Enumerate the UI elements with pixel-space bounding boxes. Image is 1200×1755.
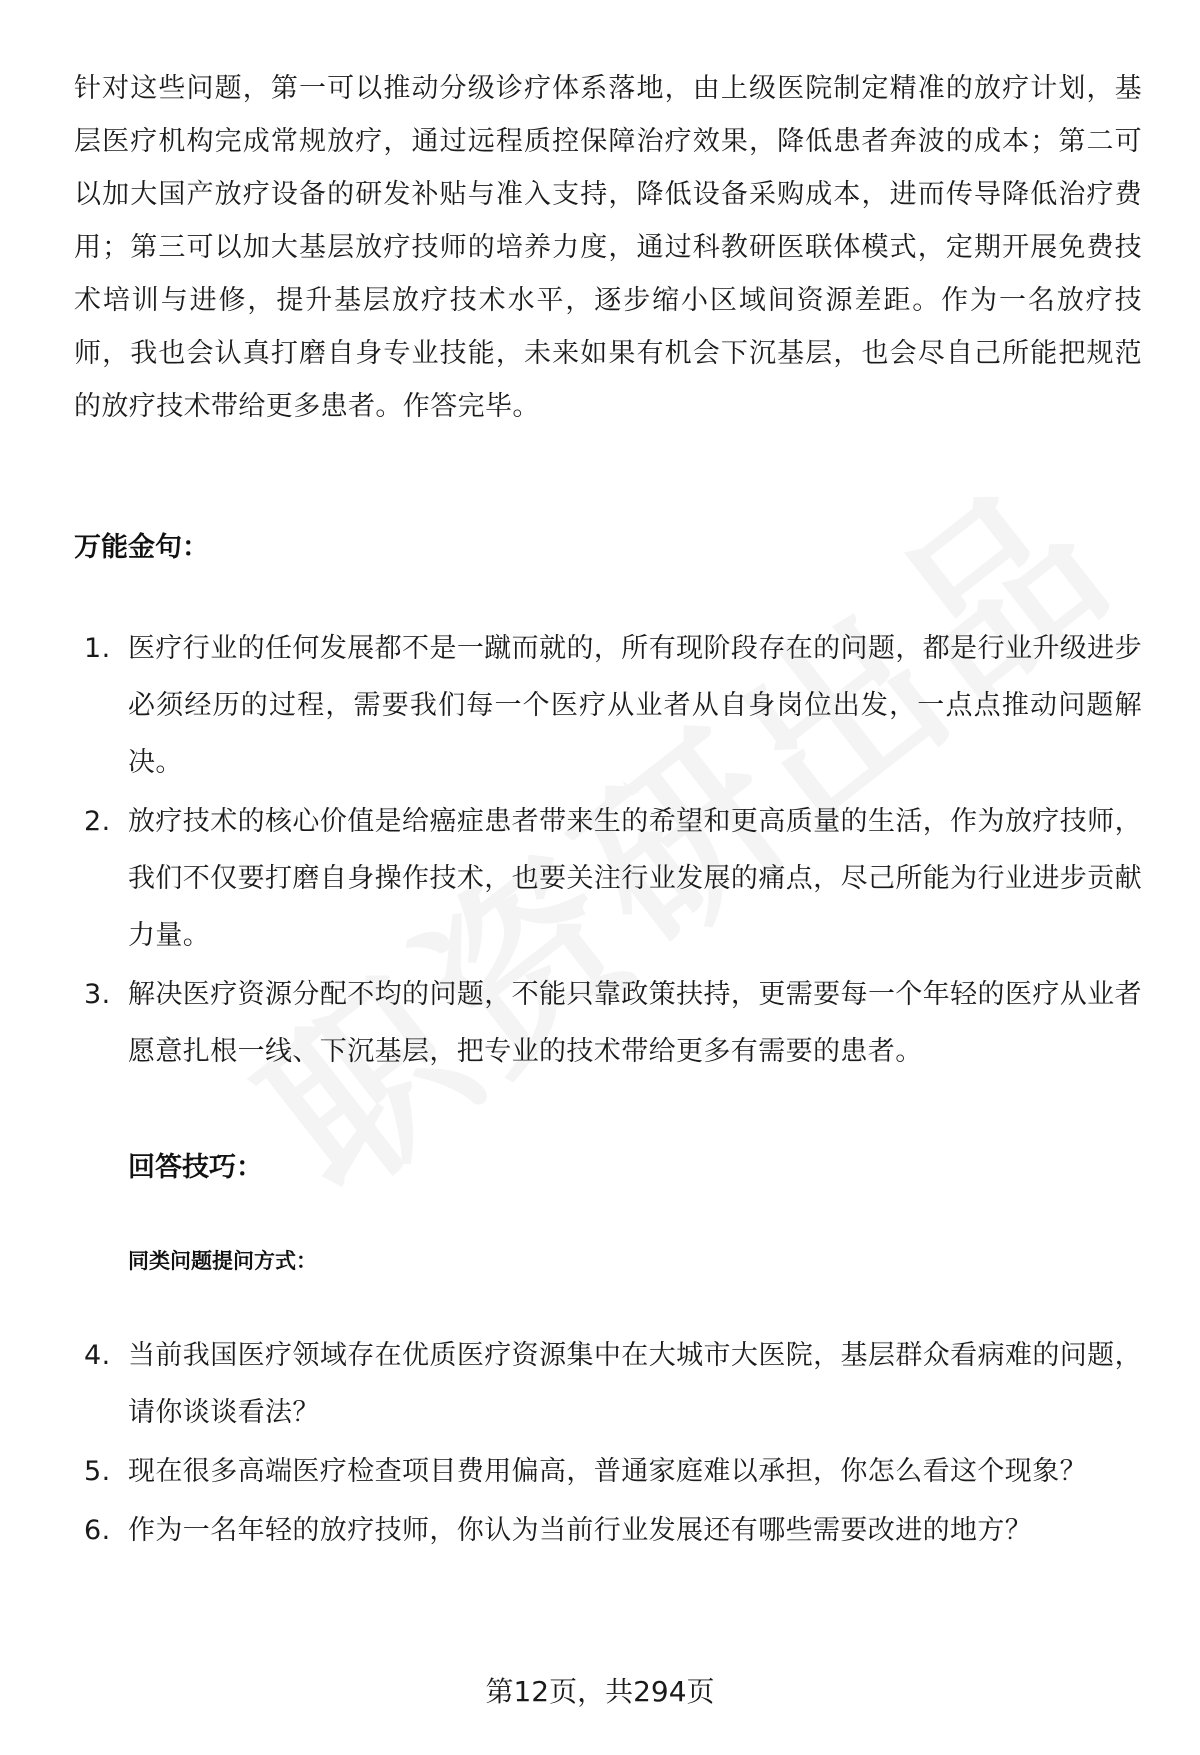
list-item-text: 当前我国医疗领域存在优质医疗资源集中在大城市大医院，基层群众看病难的问题，请你谈谈看法？ — [128, 1340, 1142, 1428]
list-item-text: 放疗技术的核心价值是给癌症患者带来生的希望和更高质量的生活，作为放疗技师，我们不仅要打磨自身操作技术，也要关注行业发展的痛点，尽己所能为行业进步贡献力量。 — [128, 806, 1142, 951]
list-item — [0, 1502, 1200, 1559]
list-item-number: 4. — [84, 1340, 111, 1371]
golden-sentences-heading: 万能金句： — [74, 532, 209, 563]
golden-sentences-list — [0, 620, 1200, 1082]
list-item-number: 6. — [84, 1515, 111, 1546]
page-number-footer: 第12页，共294页 — [485, 1675, 715, 1708]
list-item-text: 医疗行业的任何发展都不是一蹴而就的，所有现阶段存在的问题，都是行业升级进步必须经历的过程，需要我们每一个医疗从业者从自身岗位出发，一点点推动问题解决。 — [128, 633, 1142, 778]
list-item-number: 2. — [84, 806, 111, 837]
list-item — [0, 1327, 1200, 1441]
list-item-text: 作为一名年轻的放疗技师，你认为当前行业发展还有哪些需要改进的地方？ — [128, 1515, 1033, 1546]
list-item — [0, 793, 1200, 964]
list-item — [0, 620, 1200, 791]
answer-tips-heading: 回答技巧： — [128, 1152, 263, 1183]
list-item-number: 5. — [84, 1456, 111, 1487]
list-item-text: 现在很多高端医疗检查项目费用偏高，普通家庭难以承担，你怎么看这个现象？ — [128, 1456, 1087, 1487]
list-item-number: 3. — [84, 979, 111, 1010]
similar-questions-list — [0, 1327, 1200, 1561]
list-item-number: 1. — [84, 633, 111, 664]
body-paragraph: 针对这些问题，第一可以推动分级诊疗体系落地，由上级医院制定精准的放疗计划，基层医疗机构完成常规放疗，通过远程质控保障治疗效果，降低患者奔波的成本；第二可以加大国产放疗设备的研发补贴与准入支持，降低设备采购成本，进而传导降低治疗费用；第三可以加大基层放疗技师的培养力度，通过科教研医联体模式，定期开展免费技术培训与进修，提升基层放疗技术水平，逐步缩小区域间资源差距。作为一名放疗技师，我也会认真打磨自身专业技能，未来如果有机会下沉基层，也会尽自己所能把规范的放疗技术带给更多患者。作答完毕。 — [74, 73, 1142, 422]
list-item-text: 解决医疗资源分配不均的问题，不能只靠政策扶持，更需要每一个年轻的医疗从业者愿意扎根一线、下沉基层，把专业的技术带给更多有需要的患者。 — [128, 979, 1142, 1067]
list-item — [0, 1443, 1200, 1500]
similar-questions-heading: 同类问题提问方式： — [128, 1249, 317, 1273]
list-item — [0, 966, 1200, 1080]
